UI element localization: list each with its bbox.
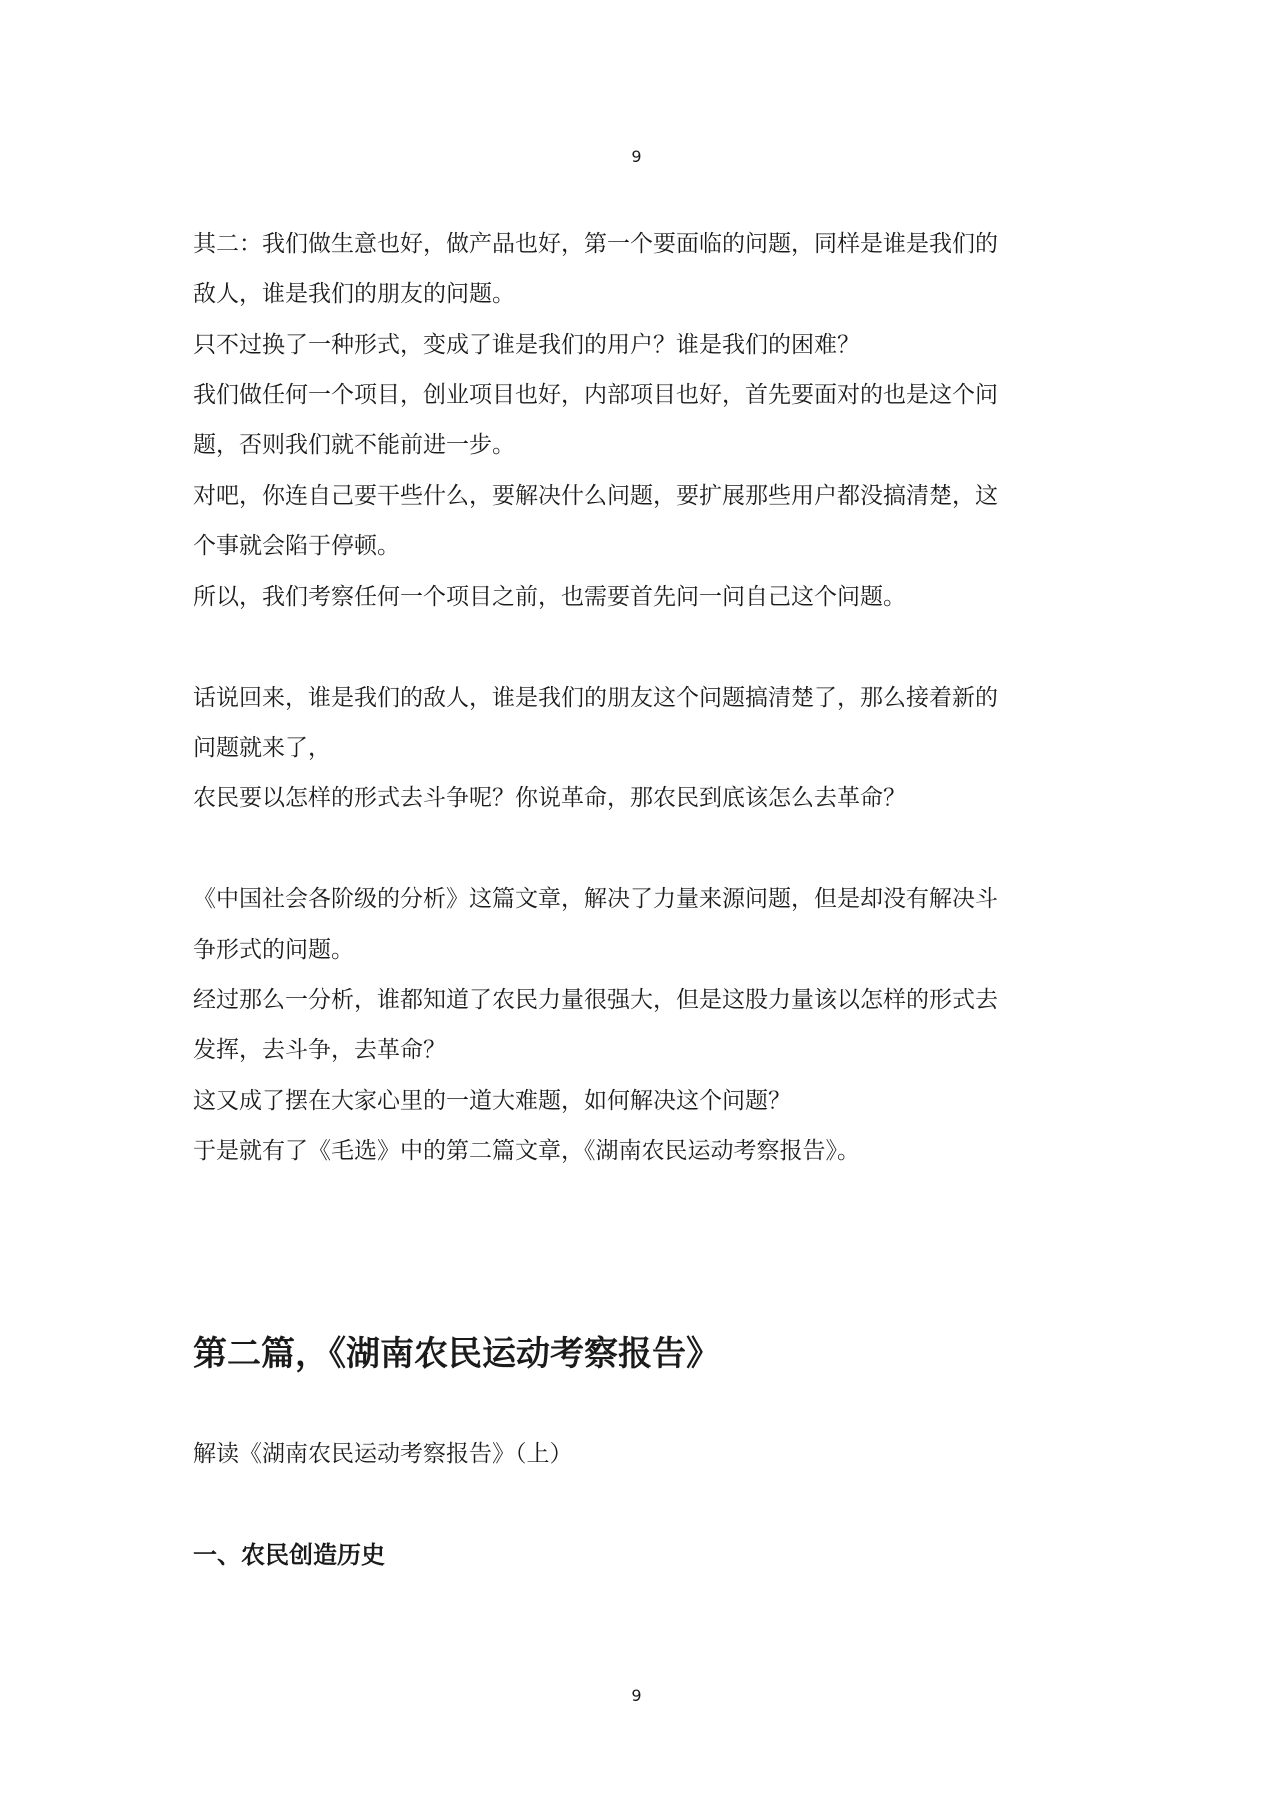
paragraph-line: 对吧，你连自己要干些什么，要解决什么问题，要扩展那些用户都没搞清楚，这	[193, 483, 998, 509]
paragraph-line: 其二：我们做生意也好，做产品也好，第一个要面临的问题，同样是谁是我们的	[193, 231, 998, 257]
paragraph-line: 争形式的问题。	[193, 937, 354, 963]
paragraph-line: 于是就有了《毛选》中的第二篇文章，《湖南农民运动考察报告》。	[193, 1138, 860, 1164]
paragraph-line: 我们做任何一个项目，创业项目也好，内部项目也好，首先要面对的也是这个问	[193, 382, 998, 408]
paragraph-line: 个事就会陷于停顿。	[193, 533, 400, 559]
page-number-bottom: 9	[631, 1686, 642, 1705]
paragraph-line: 发挥，去斗争，去革命？	[193, 1037, 446, 1063]
page-number-top: 9	[631, 147, 642, 166]
paragraph-line: 这又成了摆在大家心里的一道大难题，如何解决这个问题？	[193, 1088, 791, 1114]
chapter-title: 第二篇，《湖南农民运动考察报告》	[193, 1334, 720, 1374]
paragraph-line: 敌人，谁是我们的朋友的问题。	[193, 281, 515, 307]
paragraph-line: 《中国社会各阶级的分析》这篇文章，解决了力量来源问题，但是却没有解决斗	[193, 886, 998, 912]
section-heading: 一、农民创造历史	[193, 1541, 385, 1569]
paragraph-line: 农民要以怎样的形式去斗争呢？你说革命，那农民到底该怎么去革命？	[193, 785, 906, 811]
paragraph-line: 所以，我们考察任何一个项目之前，也需要首先问一问自己这个问题。	[193, 584, 906, 610]
paragraph-line: 经过那么一分析，谁都知道了农民力量很强大，但是这股力量该以怎样的形式去	[193, 987, 998, 1013]
paragraph-line: 话说回来，谁是我们的敌人，谁是我们的朋友这个问题搞清楚了，那么接着新的	[193, 685, 998, 711]
paragraph-line: 只不过换了一种形式，变成了谁是我们的用户？谁是我们的困难？	[193, 332, 860, 358]
paragraph-line: 问题就来了，	[193, 735, 331, 761]
paragraph-line: 题，否则我们就不能前进一步。	[193, 432, 515, 458]
chapter-subtitle: 解读《湖南农民运动考察报告》（上）	[193, 1441, 573, 1467]
